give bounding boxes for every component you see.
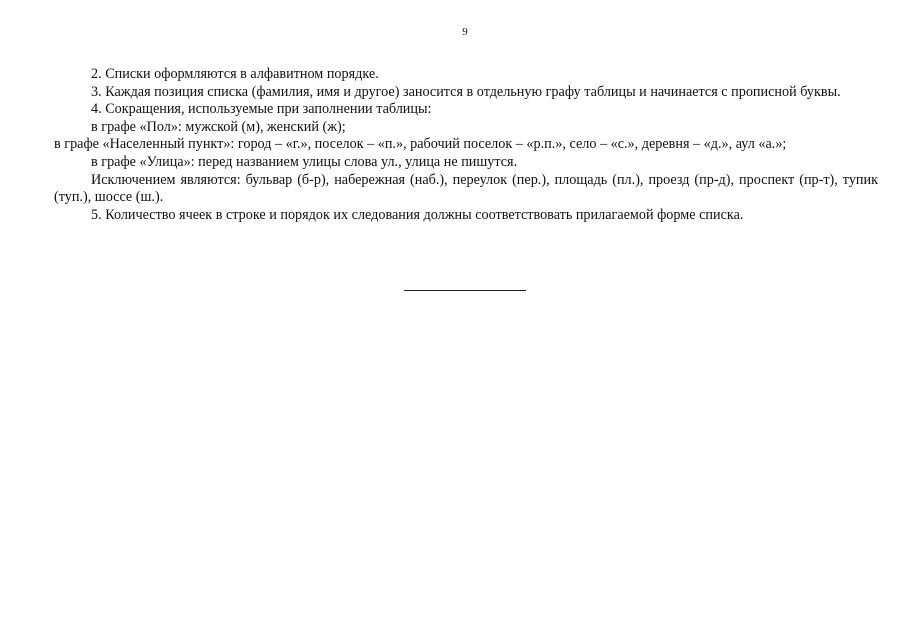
paragraph-item-3: 3. Каждая позиция списка (фамилия, имя и другое) заносится в отдельную графу таблицы и начинается с прописной буквы. — [91, 83, 841, 100]
paragraph-item-5: 5. Количество ячеек в строке и порядок их следования должны соответствовать прилагаемой форме списка. — [91, 206, 744, 223]
paragraph-item-4: 4. Сокращения, используемые при заполнении таблицы: — [91, 101, 432, 118]
paragraph-street-exceptions: Исключением являются: бульвар (б-р), набережная (наб.), переулок (пер.), площадь (пл.), проезд (пр-д), проспект (пр-т), тупик (туп.), шоссе (ш.). — [54, 171, 878, 206]
paragraph-street-note: в графе «Улица»: перед названием улицы слова ул., улица не пишутся. — [91, 153, 518, 170]
end-divider-line — [404, 290, 526, 291]
paragraph-gender-abbreviations: в графе «Пол»: мужской (м), женский (ж); — [91, 118, 346, 135]
page-number: 9 — [462, 26, 468, 38]
document-body — [54, 66, 878, 224]
paragraph-item-2: 2. Списки оформляются в алфавитном порядке. — [91, 66, 379, 82]
paragraph-locality-abbreviations: в графе «Населенный пункт»: город – «г.», поселок – «п.», рабочий поселок – «р.п.», село – «с.», деревня – «д.», аул «а.»; — [54, 136, 787, 153]
